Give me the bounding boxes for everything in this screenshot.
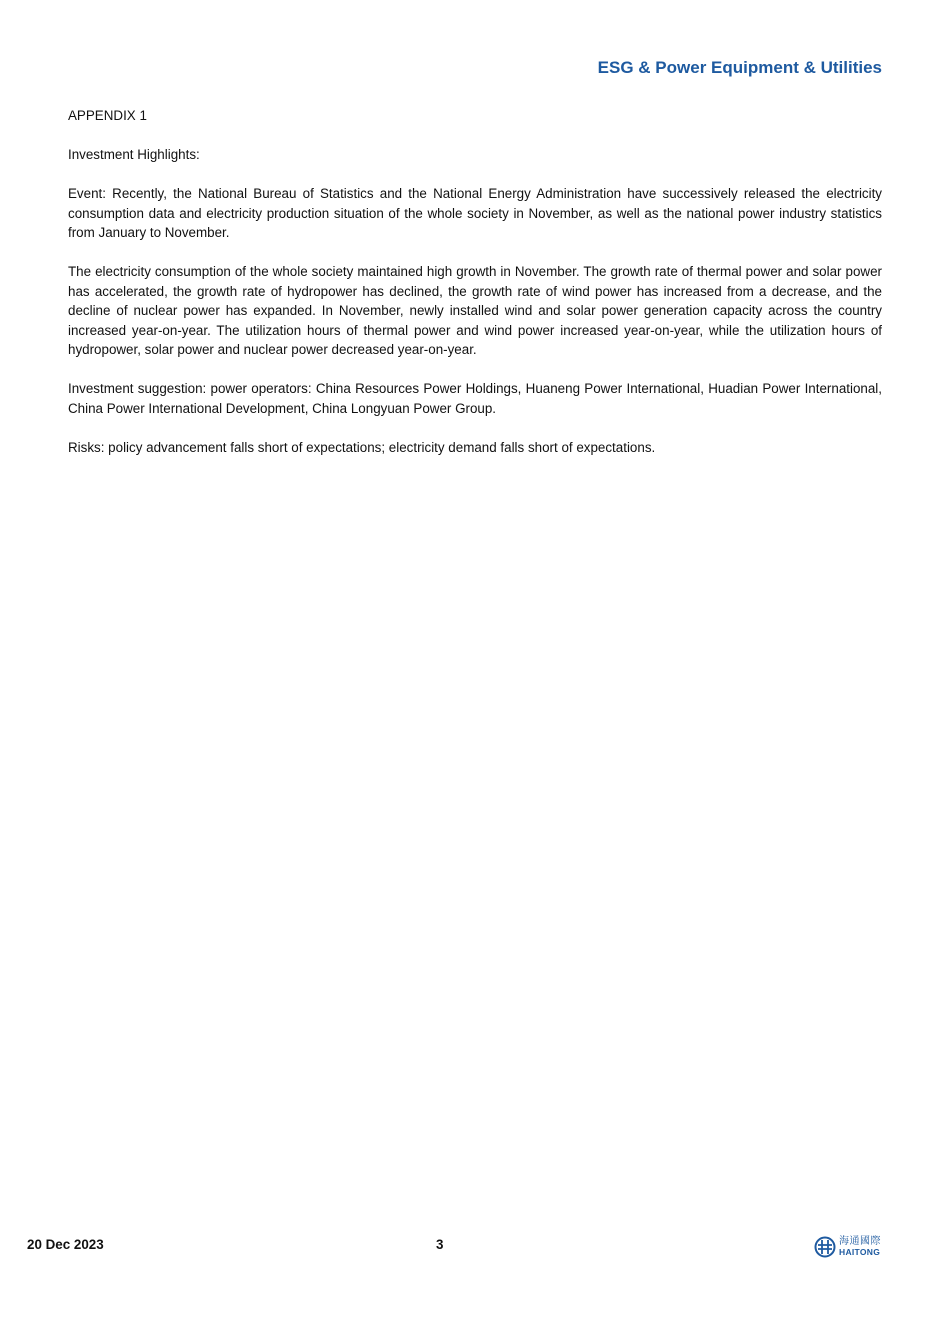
highlights-heading: Investment Highlights:	[68, 147, 200, 162]
risks-paragraph: Risks: policy advancement falls short of expectations; electricity demand falls short of expectations.	[68, 439, 656, 455]
appendix-label: APPENDIX 1	[68, 108, 147, 123]
investment-suggestion-paragraph: Investment suggestion: power operators: China Resources Power Holdings, Huaneng Power International, Huadian Power International, China Power International Development, China Longyuan Power Group.	[68, 381, 882, 416]
consumption-paragraph: The electricity consumption of the whole society maintained high growth in November. The growth rate of thermal power and solar power has accelerated, the growth rate of hydropower has declined, the growth rate of wind power has increased from a decrease, and the decline of nuclear power has expanded. In November, newly installed wind and solar power generation capacity across the country increased year-on-year. The utilization hours of thermal power and wind power increased year-on-year, while the utilization hours of hydropower, solar power and nuclear power decreased year-on-year.	[68, 264, 882, 357]
logo-english-text: HAITONG	[839, 1247, 881, 1258]
event-paragraph: Event: Recently, the National Bureau of Statistics and the National Energy Administration have successively released the electricity consumption data and electricity production situation of the whole society in November, as well as the national power industry statistics from January to November.	[68, 186, 882, 240]
logo-chinese-text: 海通國際	[839, 1236, 881, 1248]
report-section-title: ESG & Power Equipment & Utilities	[597, 58, 882, 77]
haitong-logo	[814, 1236, 881, 1258]
footer-date: 20 Dec 2023	[27, 1237, 104, 1252]
haitong-logo-icon	[814, 1236, 836, 1258]
report-body	[68, 106, 882, 477]
page-number: 3	[436, 1237, 444, 1252]
